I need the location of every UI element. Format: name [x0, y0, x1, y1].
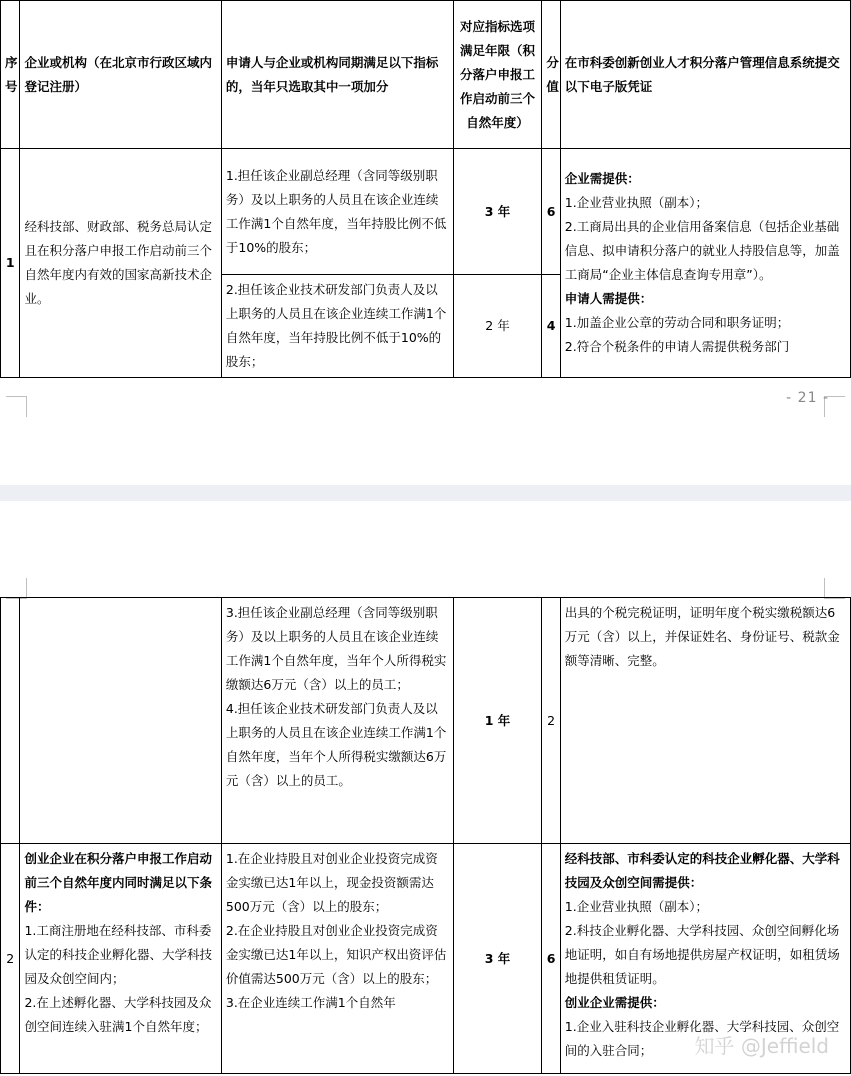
row2-org-1: 1.工商注册地在经科技部、市科委认定的科技企业孵化器、大学科技园及众创空间内；: [24, 923, 212, 986]
row2-cond: [221, 844, 453, 1074]
header-docs: 在市科委创新创业人才积分落户管理信息系统提交以下电子版凭证: [560, 1, 850, 149]
row2-cond-2: 2.在企业持股且对创业企业投资完成资金实缴已达1年以上，知识产权出资评估价值需达500万元（含）以上的股东；: [225, 923, 447, 986]
row2-docs-2: 2.科技企业孵化器、大学科技园、众创空间孵化场地证明，如自有场地提供房屋产权证明，如租赁场地提供租赁证明。: [564, 923, 840, 986]
row1-score-b: 4: [542, 275, 560, 378]
row2-docs-head2: 创业企业需提供：: [564, 995, 665, 1010]
row1-docs: [560, 149, 850, 378]
row2-docs-head1: 经科技部、市科委认定的科技企业孵化器、大学科技园及众创空间需提供：: [564, 851, 840, 890]
row1b-score: 2: [542, 598, 560, 844]
row1-cond-b: 2.担任该企业技术研发部门负责人及以上职务的人员且在该企业连续工作满1个自然年度，当年持股比例不低于10%的股东；: [221, 275, 453, 378]
row1-docs-head1: 企业需提供：: [564, 171, 640, 186]
row1b-cond: [221, 598, 453, 844]
header-score: 分值: [542, 1, 560, 149]
table-row: [1, 598, 851, 844]
header-years: 对应指标选项满足年限（积分落户申报工作启动前三个自然年度）: [453, 1, 542, 149]
row2-cond-3: 3.在企业连续工作满1个自然年: [225, 995, 396, 1010]
row1b-cond-d: 4.担任该企业技术研发部门负责人及以上职务的人员且在该企业连续工作满1个自然年度，当年个人所得税实缴额达6万元（含）以上的员工。: [225, 701, 447, 788]
row2-docs-3: 1.企业入驻科技企业孵化器、大学科技园、众创空间的入驻合同；: [564, 1019, 840, 1058]
row1-docs-head2: 申请人需提供：: [564, 291, 653, 306]
row1-cond-a: 1.担任该企业副总经理（含同等级别职务）及以上职务的人员且在该企业连续工作满1个自然年度，当年持股比例不低于10%的股东；: [221, 149, 453, 275]
row1b-no: [1, 598, 20, 844]
row1-years-a: 3 年: [453, 149, 542, 275]
document-page-1: [0, 0, 851, 420]
row1-docs-4: 2.符合个税条件的申请人需提供税务部门: [564, 339, 790, 354]
crop-mark: [6, 396, 27, 417]
row1-docs-1: 1.企业营业执照（副本）；: [564, 195, 708, 210]
row2-docs-1: 1.企业营业执照（副本）；: [564, 899, 708, 914]
row1-docs-2: 2.工商局出具的企业信用备案信息（包括企业基础信息、拟申请积分落户的就业人持股信息等，加盖工商局“企业主体信息查询专用章”）。: [564, 219, 840, 282]
points-table-page-1: [0, 0, 851, 378]
crop-mark: [824, 578, 845, 599]
header-cond: 申请人与企业或机构同期满足以下指标的，当年只选取其中一项加分: [221, 1, 453, 149]
table-row: [1, 149, 851, 275]
page-separator: [0, 485, 851, 501]
row2-org-2: 2.在上述孵化器、大学科技园及众创空间连续入驻满1个自然年度；: [24, 995, 212, 1034]
row1-docs-3: 1.加盖企业公章的劳动合同和职务证明；: [564, 315, 790, 330]
header-no: 序号: [1, 1, 20, 149]
table-header-row: [1, 1, 851, 149]
page-gap: [0, 420, 851, 600]
row2-no: 2: [1, 844, 20, 1074]
row1b-cond-c: 3.担任该企业副总经理（含同等级别职务）及以上职务的人员且在该企业连续工作满1个自然年度，当年个人所得税实缴额达6万元（含）以上的员工；: [225, 605, 447, 692]
page-number: - 21 -: [786, 390, 829, 406]
row2-org: [20, 844, 221, 1074]
row2-org-head: 创业企业在积分落户申报工作启动前三个自然年度内同时满足以下条件：: [24, 851, 212, 914]
row2-score: 6: [542, 844, 560, 1074]
header-org: 企业或机构（在北京市行政区域内登记注册）: [20, 1, 221, 149]
crop-mark: [6, 578, 27, 599]
row1b-org: [20, 598, 221, 844]
row1b-years: 1 年: [453, 598, 542, 844]
row1b-docs: 出具的个税完税证明，证明年度个税实缴税额达6万元（含）以上，并保证姓名、身份证号、税款金额等清晰、完整。: [560, 598, 850, 844]
row1-score-a: 6: [542, 149, 560, 275]
points-table-page-2: [0, 597, 851, 1074]
row1-org: 经科技部、财政部、税务总局认定且在积分落户申报工作启动前三个自然年度内有效的国家高新技术企业。: [20, 149, 221, 378]
watermark-text: 知乎 @Jeffield: [694, 1034, 829, 1058]
row2-years: 3 年: [453, 844, 542, 1074]
row2-cond-1: 1.在企业持股且对创业企业投资完成资金实缴已达1年以上，现金投资额需达500万元（含）以上的股东；: [225, 851, 438, 914]
row1-no: 1: [1, 149, 20, 378]
row1-years-b: 2 年: [453, 275, 542, 378]
